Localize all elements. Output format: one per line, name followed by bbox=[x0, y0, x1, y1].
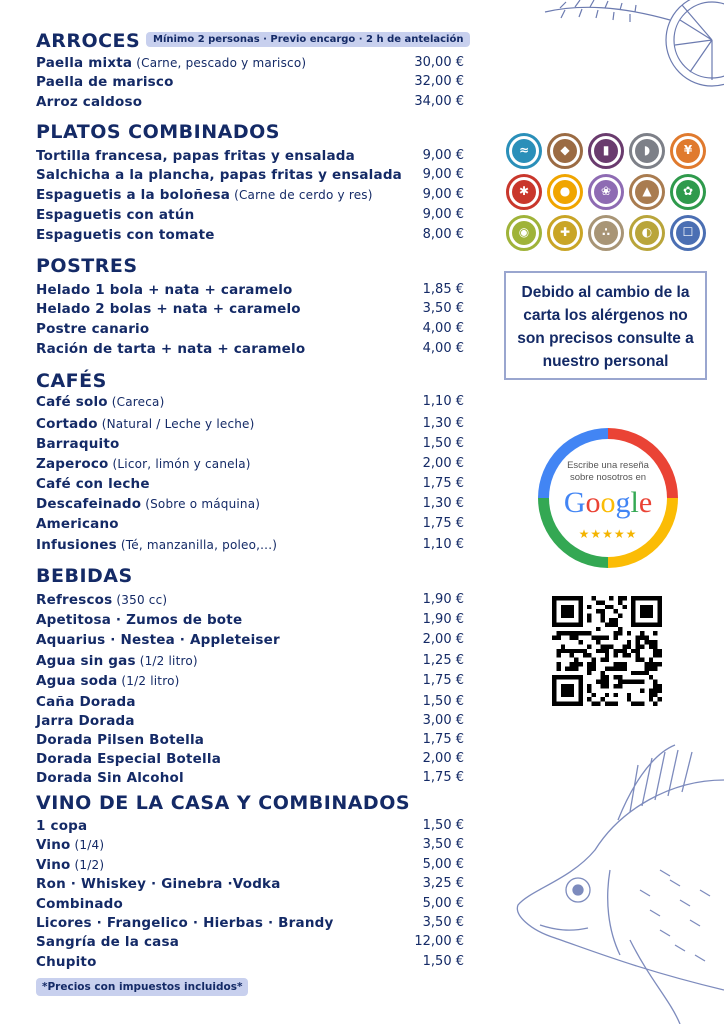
menu-item-price: 9,00 € bbox=[422, 207, 464, 222]
menu-item-price: 9,00 € bbox=[422, 187, 464, 202]
menu-item-title: Café solo bbox=[36, 394, 108, 410]
menu-item bbox=[36, 55, 464, 74]
menu-item bbox=[36, 436, 464, 455]
menu-item-price: 12,00 € bbox=[414, 934, 464, 949]
menu-item-title: Refrescos bbox=[36, 592, 113, 608]
menu-item-description: (Té, manzanilla, poleo,...) bbox=[120, 538, 278, 552]
crustacean-icon: ✱ bbox=[506, 174, 542, 210]
menu-item-price: 30,00 € bbox=[414, 55, 464, 70]
fish-illustration bbox=[500, 740, 724, 1024]
menu-item-description: (Licor, limón y canela) bbox=[112, 457, 251, 471]
menu-item-price: 1,75 € bbox=[422, 476, 464, 491]
menu-item-name bbox=[36, 857, 104, 873]
menu-item-price: 4,00 € bbox=[422, 321, 464, 336]
menu-item bbox=[36, 341, 464, 360]
menu-item-price: 5,00 € bbox=[422, 857, 464, 872]
menu-item-name bbox=[36, 713, 135, 729]
section-title: ARROCES bbox=[36, 30, 141, 52]
menu-item-name bbox=[36, 148, 355, 164]
menu-item-title: Espaguetis a la boloñesa bbox=[36, 187, 231, 203]
menu-item-title: Paella de marisco bbox=[36, 74, 174, 90]
notice-line-3: son precisos consulte a bbox=[517, 330, 694, 347]
menu-item-price: 1,50 € bbox=[422, 436, 464, 451]
menu-item-name bbox=[36, 876, 281, 892]
menu-item bbox=[36, 837, 464, 856]
notice-line-4: nuestro personal bbox=[542, 353, 669, 370]
section-title: CAFÉS bbox=[36, 370, 107, 392]
nut-icon: ◆ bbox=[547, 133, 583, 169]
menu-item-price: 1,75 € bbox=[422, 673, 464, 688]
menu-item-title: Ron · Whiskey · Ginebra ·Vodka bbox=[36, 876, 281, 892]
soy-icon: ◐ bbox=[629, 215, 665, 251]
google-line-1: Escribe una reseña bbox=[567, 460, 649, 471]
menu-item bbox=[36, 732, 464, 751]
menu-item-title: Licores · Frangelico · Hierbas · Brandy bbox=[36, 915, 334, 931]
menu-item-name bbox=[36, 55, 306, 71]
menu-item bbox=[36, 537, 464, 556]
menu-item-price: 1,75 € bbox=[422, 516, 464, 531]
menu-item-name bbox=[36, 187, 373, 203]
menu-item bbox=[36, 673, 464, 692]
menu-item-price: 1,50 € bbox=[422, 818, 464, 833]
menu-item-price: 8,00 € bbox=[422, 227, 464, 242]
qr-code[interactable] bbox=[552, 596, 662, 706]
menu-item-name bbox=[36, 321, 149, 337]
menu-item bbox=[36, 496, 464, 515]
menu-item-title: Helado 1 bola + nata + caramelo bbox=[36, 282, 293, 298]
menu-item-name bbox=[36, 394, 164, 410]
menu-item-price: 1,75 € bbox=[422, 770, 464, 785]
menu-item-name bbox=[36, 282, 293, 298]
menu-item-title: Tortilla francesa, papas fritas y ensalada bbox=[36, 148, 355, 164]
menu-item-name bbox=[36, 770, 184, 786]
menu-item-title: Combinado bbox=[36, 896, 123, 912]
menu-item-name bbox=[36, 954, 97, 970]
menu-item-name bbox=[36, 207, 194, 223]
menu-item-name bbox=[36, 732, 204, 748]
menu-item bbox=[36, 818, 464, 837]
menu-item bbox=[36, 207, 464, 226]
menu-item-title: Paella mixta bbox=[36, 55, 133, 71]
menu-item-name bbox=[36, 301, 301, 317]
menu-item-description: (1/2 litro) bbox=[139, 654, 198, 668]
notice-line-2: carta los alérgenos no bbox=[523, 307, 688, 324]
menu-item bbox=[36, 148, 464, 167]
menu-item bbox=[36, 713, 464, 732]
google-review-badge[interactable] bbox=[538, 428, 678, 568]
menu-item-title: Aquarius · Nestea · Appleteiser bbox=[36, 632, 280, 648]
menu-item-title: Zaperoco bbox=[36, 456, 109, 472]
menu-item bbox=[36, 653, 464, 672]
menu-item-description: (Natural / Leche y leche) bbox=[101, 417, 255, 431]
menu-item-description: (1/4) bbox=[74, 838, 105, 852]
menu-item-title: Sangría de la casa bbox=[36, 934, 180, 950]
section-title: PLATOS COMBINADOS bbox=[36, 121, 280, 143]
menu-item-title: Café con leche bbox=[36, 476, 150, 492]
menu-item-name bbox=[36, 496, 260, 512]
menu-item bbox=[36, 416, 464, 435]
menu-item bbox=[36, 282, 464, 301]
menu-item-title: Vino bbox=[36, 837, 71, 853]
menu-item-name bbox=[36, 934, 179, 950]
menu-item-title: Dorada Pilsen Botella bbox=[36, 732, 205, 748]
menu-item-title: Agua soda bbox=[36, 673, 118, 689]
menu-item-name bbox=[36, 476, 150, 492]
menu-item bbox=[36, 394, 464, 413]
celery-icon: ✿ bbox=[670, 174, 706, 210]
menu-item-price: 9,00 € bbox=[422, 148, 464, 163]
menu-item bbox=[36, 456, 464, 475]
menu-item bbox=[36, 187, 464, 206]
fish-icon: ≈ bbox=[506, 133, 542, 169]
menu-item bbox=[36, 876, 464, 895]
menu-item-price: 34,00 € bbox=[414, 94, 464, 109]
menu-item-description: (Sobre o máquina) bbox=[145, 497, 261, 511]
menu-item-price: 3,50 € bbox=[422, 301, 464, 316]
price-footnote: *Precios con impuestos incluidos* bbox=[36, 978, 248, 996]
menu-item-name bbox=[36, 837, 104, 853]
menu-item bbox=[36, 751, 464, 770]
menu-item-price: 3,50 € bbox=[422, 837, 464, 852]
menu-item-title: Postre canario bbox=[36, 321, 150, 337]
menu-item-price: 3,25 € bbox=[422, 876, 464, 891]
menu-item-name bbox=[36, 436, 119, 452]
menu-item-title: Ración de tarta + nata + caramelo bbox=[36, 341, 306, 357]
menu-item-name bbox=[36, 516, 119, 532]
menu-item-title: Jarra Dorada bbox=[36, 713, 135, 729]
menu-item-price: 9,00 € bbox=[422, 167, 464, 182]
menu-item-title: Dorada Sin Alcohol bbox=[36, 770, 184, 786]
menu-item-name bbox=[36, 632, 280, 648]
menu-item-description: (1/2 litro) bbox=[121, 674, 180, 688]
menu-item-price: 1,75 € bbox=[422, 732, 464, 747]
menu-item bbox=[36, 857, 464, 876]
gluten-free-icon: ☐ bbox=[670, 215, 706, 251]
menu-item-price: 2,00 € bbox=[422, 632, 464, 647]
menu-item bbox=[36, 516, 464, 535]
menu-item bbox=[36, 74, 464, 93]
menu-item-price: 2,00 € bbox=[422, 456, 464, 471]
menu-item bbox=[36, 694, 464, 713]
gluten-icon: ¥ bbox=[670, 133, 706, 169]
menu-item-name bbox=[36, 227, 215, 243]
egg-icon: ● bbox=[547, 174, 583, 210]
menu-item-price: 1,50 € bbox=[422, 694, 464, 709]
menu-item-name bbox=[36, 694, 136, 710]
menu-item-price: 1,10 € bbox=[422, 537, 464, 552]
menu-item-title: 1 copa bbox=[36, 818, 88, 834]
google-review-text bbox=[538, 460, 678, 484]
menu-item bbox=[36, 915, 464, 934]
section-title: VINO DE LA CASA Y COMBINADOS bbox=[36, 792, 411, 814]
menu-item bbox=[36, 592, 464, 611]
menu-item-price: 5,00 € bbox=[422, 896, 464, 911]
notice-line-1: Debido al cambio de la bbox=[521, 284, 690, 301]
menu-item bbox=[36, 612, 464, 631]
menu-item-name bbox=[36, 896, 123, 912]
menu-item-title: Caña Dorada bbox=[36, 694, 136, 710]
menu-item-name bbox=[36, 416, 255, 432]
menu-item-name bbox=[36, 74, 174, 90]
lemon-illustration bbox=[540, 0, 724, 105]
mollusc-icon: ◗ bbox=[629, 133, 665, 169]
menu-item-title: Espaguetis con tomate bbox=[36, 227, 215, 243]
menu-item-description: (350 cc) bbox=[116, 593, 168, 607]
menu-item bbox=[36, 632, 464, 651]
menu-item-name bbox=[36, 167, 402, 183]
menu-item-price: 1,25 € bbox=[422, 653, 464, 668]
menu-item-price: 1,90 € bbox=[422, 592, 464, 607]
menu-item-price: 1,85 € bbox=[422, 282, 464, 297]
menu-item-name bbox=[36, 537, 277, 553]
menu-item-name bbox=[36, 612, 242, 628]
menu-item-title: Helado 2 bolas + nata + caramelo bbox=[36, 301, 301, 317]
menu-item-price: 1,10 € bbox=[422, 394, 464, 409]
menu-item bbox=[36, 954, 464, 973]
menu-item-title: Americano bbox=[36, 516, 119, 532]
menu-item-description: (Carne, pescado y marisco) bbox=[136, 56, 307, 70]
menu-item bbox=[36, 770, 464, 789]
google-line-2: sobre nosotros en bbox=[569, 472, 647, 483]
menu-item-description: (Careca) bbox=[111, 395, 165, 409]
menu-item-title: Salchicha a la plancha, papas fritas y ensalada bbox=[36, 167, 402, 183]
menu-item-name bbox=[36, 818, 87, 834]
menu-item-name bbox=[36, 341, 305, 357]
menu-item-price: 4,00 € bbox=[422, 341, 464, 356]
menu-item bbox=[36, 301, 464, 320]
mustard-icon: ✚ bbox=[547, 215, 583, 251]
menu-item bbox=[36, 94, 464, 113]
menu-item-name bbox=[36, 915, 334, 931]
menu-item-name bbox=[36, 592, 167, 608]
menu-item-title: Vino bbox=[36, 857, 71, 873]
menu-item-name bbox=[36, 456, 251, 472]
peanut-icon: ◉ bbox=[506, 215, 542, 251]
menu-item-name bbox=[36, 94, 142, 110]
menu-item-title: Apetitosa · Zumos de bote bbox=[36, 612, 243, 628]
menu-item-name bbox=[36, 653, 198, 669]
menu-item-price: 3,50 € bbox=[422, 915, 464, 930]
menu-item-price: 1,30 € bbox=[422, 496, 464, 511]
menu-item-title: Descafeinado bbox=[36, 496, 142, 512]
menu-item bbox=[36, 321, 464, 340]
menu-item-price: 3,00 € bbox=[422, 713, 464, 728]
section-title: BEBIDAS bbox=[36, 565, 133, 587]
menu-item bbox=[36, 476, 464, 495]
menu-item bbox=[36, 896, 464, 915]
section-note: Mínimo 2 personas · Previo encargo · 2 h de antelación bbox=[146, 32, 470, 47]
lupin-icon: ❀ bbox=[588, 174, 624, 210]
menu-item-name bbox=[36, 673, 180, 689]
menu-item-title: Cortado bbox=[36, 416, 98, 432]
section-title: POSTRES bbox=[36, 255, 138, 277]
menu-item bbox=[36, 167, 464, 186]
menu-item-price: 32,00 € bbox=[414, 74, 464, 89]
menu-item-price: 1,50 € bbox=[422, 954, 464, 969]
menu-item-title: Dorada Especial Botella bbox=[36, 751, 222, 767]
menu-item-title: Agua sin gas bbox=[36, 653, 136, 669]
menu-item-title: Infusiones bbox=[36, 537, 117, 553]
menu-item bbox=[36, 934, 464, 953]
menu-item-description: (Carne de cerdo y res) bbox=[234, 188, 373, 202]
dairy-icon: ▲ bbox=[629, 174, 665, 210]
sulphites-icon: ▮ bbox=[588, 133, 624, 169]
menu-item-title: Espaguetis con atún bbox=[36, 207, 195, 223]
menu-item-description: (1/2) bbox=[74, 858, 105, 872]
menu-item bbox=[36, 227, 464, 246]
menu-item-title: Barraquito bbox=[36, 436, 120, 452]
menu-item-price: 1,30 € bbox=[422, 416, 464, 431]
menu-item-name bbox=[36, 751, 221, 767]
google-logo: Google bbox=[563, 486, 653, 519]
menu-item-price: 1,90 € bbox=[422, 612, 464, 627]
rating-stars-icon: ★★★★★ bbox=[578, 527, 638, 541]
allergen-notice bbox=[504, 271, 707, 380]
menu-item-title: Chupito bbox=[36, 954, 97, 970]
menu-item-title: Arroz caldoso bbox=[36, 94, 143, 110]
menu-item-price: 2,00 € bbox=[422, 751, 464, 766]
sesame-icon: ∴ bbox=[588, 215, 624, 251]
